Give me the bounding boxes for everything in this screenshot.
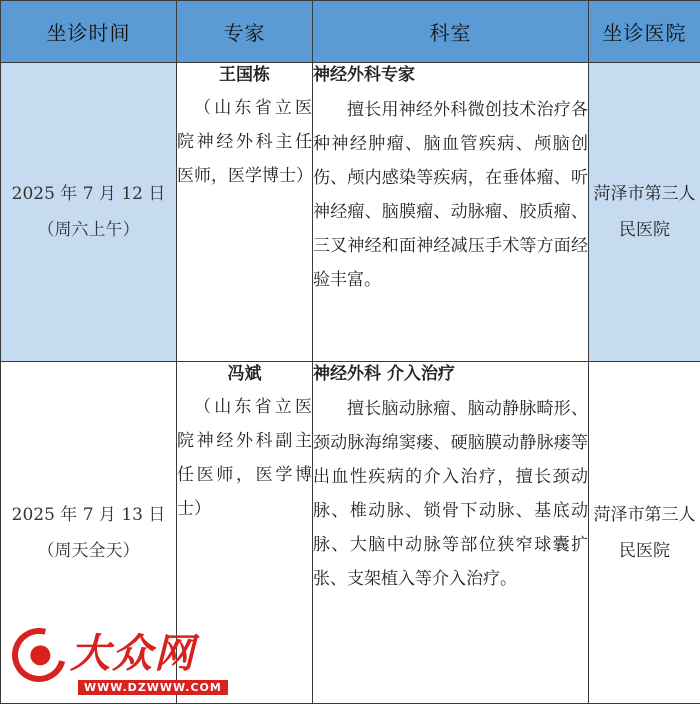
department-name: 神经外科专家 [313,65,415,85]
expert-title: （山东省立医院神经外科副主任医师，医学博士） [177,397,312,519]
consult-date: 2025 年 7 月 12 日 [11,184,166,204]
header-expert: 专家 [177,1,313,63]
expert-cell [177,63,313,362]
department-description: 擅长用神经外科微创技术治疗各种神经肿瘤、脑血管疾病、颅脑创伤、颅内感染等疾病，在垂体瘤、听神经瘤、脑膜瘤、动脉瘤、胶质瘤、三叉神经和面神经减压手术等方面经验丰富。 [313,100,588,290]
header-department: 科室 [313,1,589,63]
consult-period: （周六上午） [37,220,140,240]
department-cell [313,63,589,362]
table-row [1,63,700,362]
hospital-cell: 菏泽市第三人民医院 [589,63,700,362]
hospital-cell: 菏泽市第三人民医院 [589,362,700,704]
watermark-logo [8,620,222,700]
expert-name: 王国栋 [219,65,270,85]
header-hospital: 坐诊医院 [589,1,700,63]
consult-period: （周天全天） [37,540,140,561]
header-time: 坐诊时间 [1,1,177,63]
logo-swirl-icon [2,618,76,692]
watermark-brand: 大众网 [70,631,196,677]
header-row [1,1,700,63]
consult-time-cell [1,63,177,362]
department-cell [313,362,589,704]
department-description: 擅长脑动脉瘤、脑动静脉畸形、颈动脉海绵窦瘘、硬脑膜动静脉瘘等出血性疾病的介入治疗，擅长颈动脉、椎动脉、锁骨下动脉、基底动脉、大脑中动脉等部位狭窄球囊扩张、支架植入等介入治疗。 [313,399,588,589]
watermark-url: WWW.DZWWW.COM [78,680,228,695]
expert-title: （山东省立医院神经外科主任医师，医学博士） [177,98,313,186]
department-name: 神经外科 介入治疗 [313,364,455,384]
expert-name: 冯斌 [227,364,262,384]
consult-date: 2025 年 7 月 13 日 [11,504,166,525]
